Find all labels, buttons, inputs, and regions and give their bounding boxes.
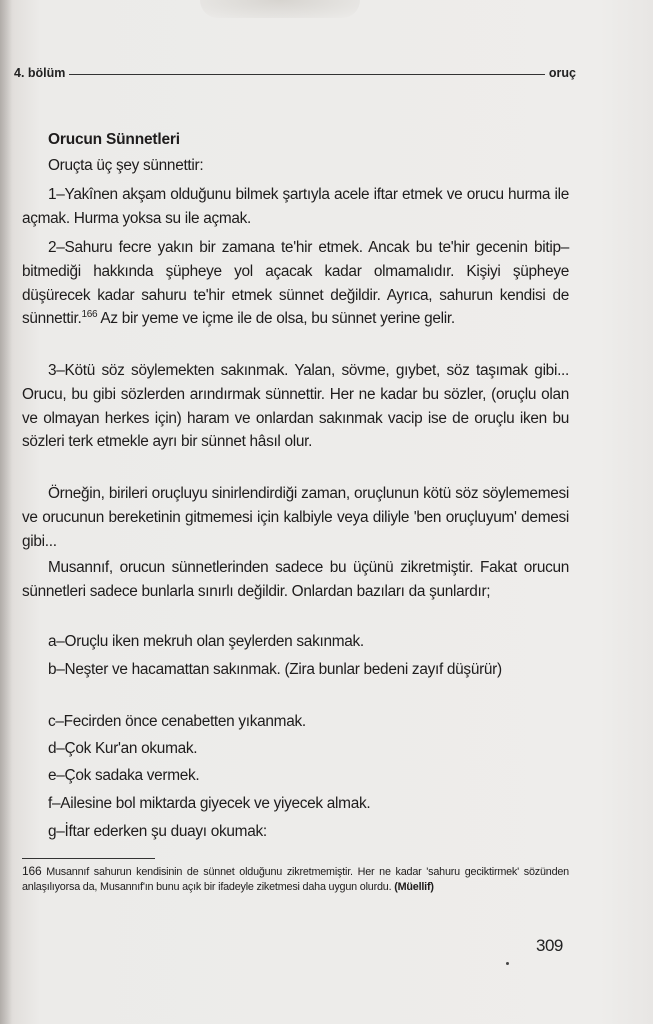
list-item-b: b–Neşter ve hacamattan sakınmak. (Zira bunlar bedeni zayıf düşürür) — [48, 661, 502, 678]
list-item-d: d–Çok Kur'an okumak. — [48, 740, 198, 757]
footnote-reference: 166 — [81, 309, 98, 321]
page-smudge — [200, 0, 360, 18]
footnote — [22, 864, 569, 895]
running-header — [14, 64, 576, 82]
header-rule — [69, 74, 545, 75]
section-label: oruç — [548, 66, 576, 80]
paragraph-example: Örneğin, birileri oruçluyu sinirlendirdiği zaman, oruçlunun kötü söz söylememesi ve orucunun bereketinin gitmemesi için kalbiyle veya diliyle 'ben oruçluyum' demesi gibi... — [22, 485, 569, 550]
paragraph-musannif: Musannıf, orucun sünnetlerinden sadece bu üçünü zikretmiştir. Fakat orucun sünnetleri sadece bunlarla sınırlı değildir. Onlardan bazıları da şunlardır; — [22, 559, 569, 600]
paragraph-item-2 — [22, 236, 569, 331]
page-number: 309 — [536, 936, 563, 955]
paragraph-intro: Oruçta üç şey sünnettir: — [48, 157, 204, 174]
footnote-divider — [22, 858, 155, 859]
footnote-author: (Müellif) — [394, 880, 434, 893]
chapter-label: 4. bölüm — [14, 66, 66, 80]
paragraph-item-2-continued: Az bir yeme ve içme ile de olsa, bu sünnet yerine gelir. — [100, 310, 455, 328]
footnote-number: 166 — [22, 864, 42, 878]
paragraph-item-2-text: 2–Sahuru fecre yakın bir zamana te'hir etmek. Ancak bu te'hir gecenin bitip–bitmediği hakkında şüpheye yol açacak kadar olmamalıdır. Kişiyi şüpheye düşürecek kadar sahuru te'hir etmek sünnet değildir. Ayrıca, sahurun kendisi de sünnettir. — [22, 239, 569, 328]
list-item-g: g–İftar ederken şu duayı okumak: — [48, 823, 267, 840]
section-title: Orucun Sünnetleri — [48, 131, 180, 148]
paragraph-item-3: 3–Kötü söz söylemekten sakınmak. Yalan, sövme, gıybet, söz taşımak gibi... Orucu, bu gibi sözlerden arındırmak sünnettir. Her ne kadar bu sözler, (oruçlu olan ve olmayan herkes için) haram ve onlardan sakınmak vacip ise de oruçlu iken bu sözleri terk etmekle ayrı bir sünnet hâsıl olur. — [22, 362, 569, 451]
footnote-text: Musannıf sahurun kendisinin de sünnet olduğunu zikretmemiştir. Her ne kadar 'sahuru geciktirmek' sözünden anlaşılıyorsa da, Musannıf'ın bunu açık bir ifadeyle ziketmesi daha uygun olurdu. — [22, 866, 569, 893]
paragraph-item-1: 1–Yakînen akşam olduğunu bilmek şartıyla acele iftar etmek ve orucu hurma ile açmak. Hurma yoksa su ile açmak. — [22, 186, 569, 227]
list-item-f: f–Ailesine bol miktarda giyecek ve yiyecek almak. — [48, 795, 371, 812]
ink-speck — [506, 962, 509, 965]
list-item-a: a–Oruçlu iken mekruh olan şeylerden sakınmak. — [48, 633, 364, 650]
page-binding-shadow — [0, 0, 12, 1024]
list-item-c: c–Fecirden önce cenabetten yıkanmak. — [48, 713, 306, 730]
list-item-e: e–Çok sadaka vermek. — [48, 767, 200, 784]
